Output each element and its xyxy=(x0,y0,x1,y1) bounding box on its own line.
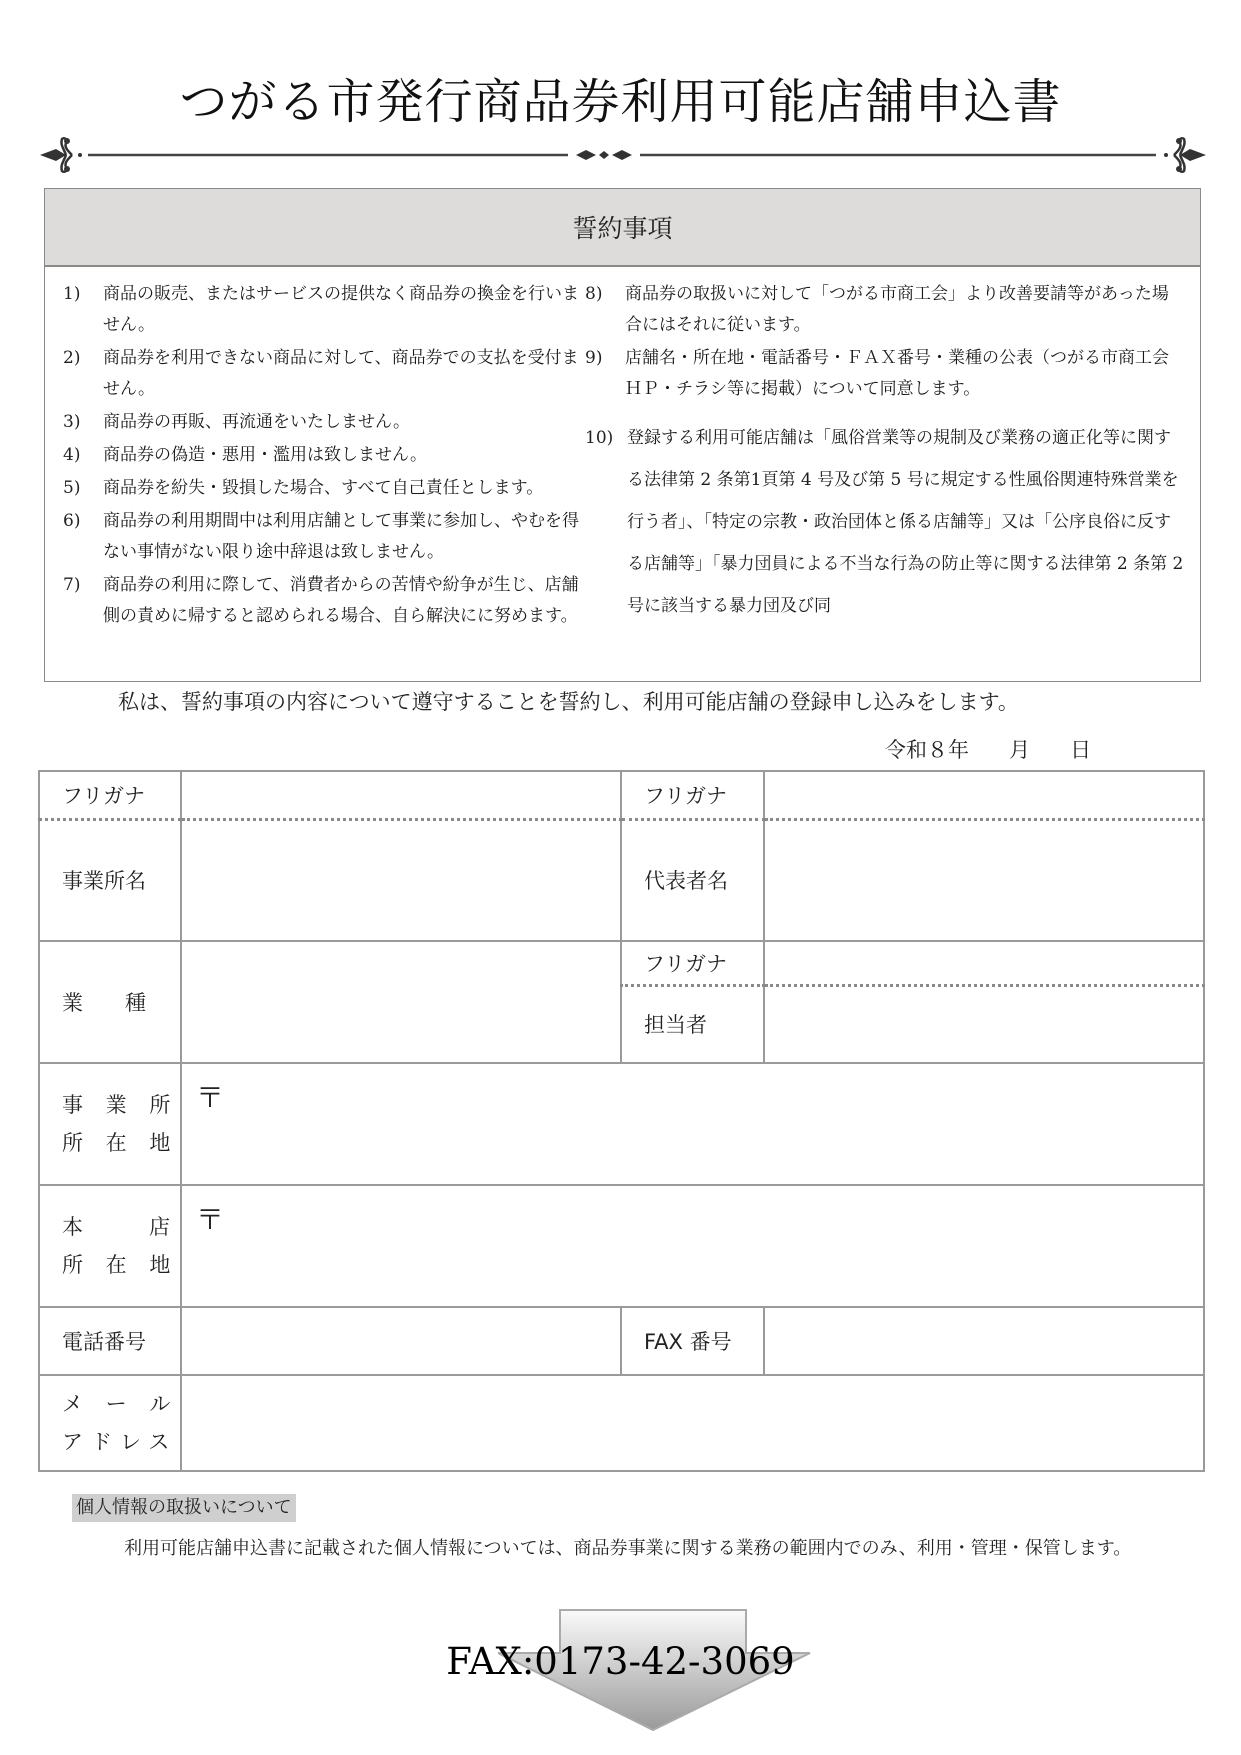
pledge-item-number: 8) xyxy=(585,284,603,304)
contact-furigana-label: フリガナ xyxy=(621,941,764,985)
pledge-list-left xyxy=(63,279,583,634)
pledge-item xyxy=(585,343,1185,405)
document-title: つがる市発行商品券利用可能店舗申込書 xyxy=(179,74,1062,130)
date-day: 日 xyxy=(1070,738,1092,762)
date-era-year: 令和８年 xyxy=(885,738,969,762)
application-form xyxy=(38,770,1205,1472)
hq-address-field[interactable] xyxy=(181,1185,1204,1307)
representative-field[interactable] xyxy=(764,819,1204,941)
office-address-field[interactable] xyxy=(181,1063,1204,1185)
office-address-label-line2: 所 在 地 xyxy=(62,1131,179,1155)
phone-label: 電話番号 xyxy=(39,1307,181,1375)
pledge-item-text: 商品券の偽造・悪用・濫用は致しません。 xyxy=(103,445,428,465)
office-address-label-line1: 事 業 所 xyxy=(62,1093,179,1117)
contact-person-label: 担当者 xyxy=(621,985,764,1063)
pledge-item-text: 商品券の利用期間中は利用店舗として事業に参加し、やむを得ない事情がない限り途中辞退は致しません。 xyxy=(103,511,579,562)
pledge-box xyxy=(44,188,1201,682)
pledge-item-number: 6) xyxy=(63,511,81,531)
pledge-item-text: 商品券を利用できない商品に対して、商品券での支払を受付ません。 xyxy=(103,348,579,399)
email-label-line1: メ ー ル xyxy=(62,1392,179,1416)
pledge-item-text: 商品券の再販、再流通をいたしません。 xyxy=(103,412,411,432)
pledge-item xyxy=(63,279,583,341)
pledge-item-number: 9) xyxy=(585,348,603,368)
pledge-item-text: 商品券の利用に際して、消費者からの苦情や紛争が生じ、店舗側の責めに帰すると認められる場合、自ら解決にに努めます。 xyxy=(103,575,579,626)
office-address-label xyxy=(39,1063,181,1185)
pledge-list-right xyxy=(585,279,1185,629)
pledge-item xyxy=(63,570,583,632)
title-ornament xyxy=(38,135,1208,175)
fleur-diamond-icon xyxy=(1164,138,1206,172)
representative-label: 代表者名 xyxy=(621,819,764,941)
pledge-item-number: 7) xyxy=(63,575,81,595)
hq-address-label-line1: 本 店 xyxy=(62,1215,178,1239)
fax-label: FAX 番号 xyxy=(621,1307,764,1375)
fax-field[interactable] xyxy=(764,1307,1204,1375)
hq-address-label xyxy=(39,1185,181,1307)
pledge-item-number: 1) xyxy=(63,284,81,304)
pledge-item-text: 商品の販売、またはサービスの提供なく商品券の換金を行いません。 xyxy=(103,284,579,335)
date-line xyxy=(885,736,1091,764)
furigana-label: フリガナ xyxy=(621,771,764,819)
industry-field[interactable] xyxy=(181,941,621,1063)
business-name-field[interactable] xyxy=(181,819,621,941)
fax-number: FAX:0173-42-3069 xyxy=(446,1640,795,1683)
pledge-item xyxy=(63,343,583,405)
pledge-item xyxy=(63,440,583,471)
date-month: 月 xyxy=(1009,738,1031,762)
pledge-item xyxy=(585,417,1185,627)
business-furigana-field[interactable] xyxy=(181,771,621,819)
postal-mark-icon: 〒 xyxy=(196,1081,225,1114)
pledge-item-text: 商品券の取扱いに対して「つがる市商工会」より改善要請等があった場合にはそれに従います。 xyxy=(625,284,1169,335)
pledge-item-number: 3) xyxy=(63,412,81,432)
pledge-item xyxy=(63,407,583,438)
pledge-item-number: 2) xyxy=(63,348,81,368)
email-field[interactable] xyxy=(181,1375,1204,1471)
business-name-label: 事業所名 xyxy=(39,819,181,941)
postal-mark-icon: 〒 xyxy=(196,1203,225,1236)
declaration-text: 私は、誓約事項の内容について遵守することを誓約し、利用可能店舗の登録申し込みをします。 xyxy=(118,690,1019,714)
fleur-diamond-icon xyxy=(40,138,82,172)
furigana-label: フリガナ xyxy=(39,771,181,819)
privacy-body: 利用可能店舗申込書に記載された個人情報については、商品券事業に関する業務の範囲内でのみ、利用・管理・保管します。 xyxy=(124,1538,1132,1559)
privacy-heading: 個人情報の取扱いについて xyxy=(72,1494,296,1522)
phone-field[interactable] xyxy=(181,1307,621,1375)
pledge-item xyxy=(585,279,1185,341)
pledge-item-number: 10) xyxy=(585,428,614,448)
contact-person-field[interactable] xyxy=(764,985,1204,1063)
contact-furigana-field[interactable] xyxy=(764,941,1204,985)
pledge-item xyxy=(63,506,583,568)
pledge-item-text: 商品券を紛失・毀損した場合、すべて自己責任とします。 xyxy=(103,478,544,498)
pledge-item xyxy=(63,473,583,504)
pledge-item-text: 店舗名・所在地・電話番号・ＦＡＸ番号・業種の公表（つがる市商工会ＨＰ・チラシ等に掲載）について同意します。 xyxy=(625,348,1169,399)
triple-diamond-icon xyxy=(576,150,632,160)
pledge-item-number: 4) xyxy=(63,445,81,465)
industry-label: 業 種 xyxy=(39,941,181,1063)
pledge-item-text: 登録する利用可能店舗は「風俗営業等の規制及び業務の適正化等に関する法律第 2 条第1頁第 4 号及び第 5 号に規定する性風俗関連特殊営業を行う者」、「特定の宗教・政治団体と係る店舗等」又は「公序良俗に反する店舗等」「暴力団員による不当な行為の防止等に関する法律第 2 条第 2 号に該当する暴力団及び同 xyxy=(627,428,1184,616)
email-label xyxy=(39,1375,181,1471)
hq-address-label-line2: 所 在 地 xyxy=(62,1253,179,1277)
pledge-item-number: 5) xyxy=(63,478,81,498)
pledge-heading: 誓約事項 xyxy=(45,189,1200,267)
email-label-line2: アドレス xyxy=(62,1430,178,1454)
representative-furigana-field[interactable] xyxy=(764,771,1204,819)
